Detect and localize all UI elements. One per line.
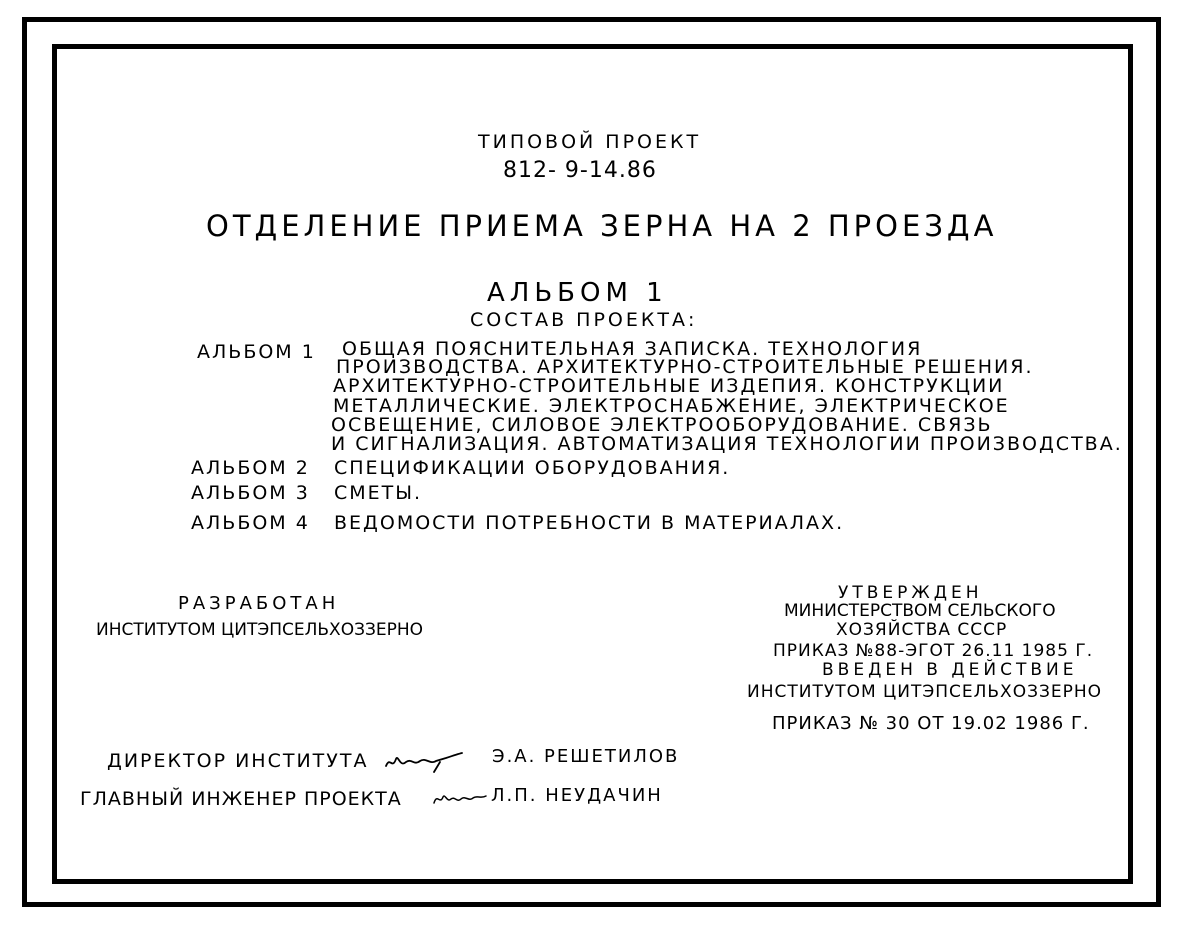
album2-value: СПЕЦИФИКАЦИИ ОБОРУДОВАНИЯ. (334, 457, 731, 479)
approval-line: ПРИКАЗ № 30 ОТ 19.02 1986 Г. (772, 713, 1090, 734)
chief-engineer-role: ГЛАВНЫЙ ИНЖЕНЕР ПРОЕКТА (80, 788, 402, 810)
album4-key: АЛЬБОМ 4 (191, 512, 310, 534)
developed-by: ИНСТИТУТОМ ЦИТЭПСЕЛЬХОЗЗЕРНО (96, 620, 424, 640)
album1-line: ПРОИЗВОДСТВА. АРХИТЕКТУРНО-СТРОИТЕЛЬНЫЕ РЕШЕНИЯ. (336, 356, 1034, 378)
approval-line: ИНСТИТУТОМ ЦИТЭПСЕЛЬХОЗЗЕРНО (747, 682, 1103, 702)
album-heading: АЛЬБОМ 1 (487, 278, 668, 308)
composition-heading: СОСТАВ ПРОЕКТА: (470, 309, 698, 331)
document-title: ОТДЕЛЕНИЕ ПРИЕМА ЗЕРНА НА 2 ПРОЕЗДА (206, 209, 998, 243)
album1-line: ОСВЕЩЕНИЕ, СИЛОВОЕ ЭЛЕКТРООБОРУДОВАНИЕ. СВЯЗЬ (331, 414, 993, 436)
album1-line: ОБЩАЯ ПОЯСНИТЕЛЬНАЯ ЗАПИСКА. ТЕХНОЛОГИЯ (342, 338, 923, 360)
director-name: Э.А. РЕШЕТИЛОВ (492, 746, 680, 767)
developed-label: РАЗРАБОТАН (178, 593, 340, 614)
approval-line: ХОЗЯЙСТВА СССР (836, 620, 1008, 640)
album1-line: И СИГНАЛИЗАЦИЯ. АВТОМАТИЗАЦИЯ ТЕХНОЛОГИИ ПРОИЗВОДСТВА. (331, 433, 1123, 455)
project-type: ТИПОВОЙ ПРОЕКТ (478, 131, 702, 153)
director-role: ДИРЕКТОР ИНСТИТУТА (107, 750, 369, 772)
approval-line: ВВЕДЕН В ДЕЙСТВИЕ (822, 660, 1078, 680)
chief-engineer-signature (431, 789, 489, 809)
approval-line: ПРИКАЗ №88-ЭГОТ 26.11 1985 Г. (773, 641, 1094, 661)
album1-line: МЕТАЛЛИЧЕСКИЕ. ЭЛЕКТРОСНАБЖЕНИЕ, ЭЛЕКТРИЧЕСКОЕ (333, 395, 1010, 417)
album3-key: АЛЬБОМ 3 (191, 482, 310, 504)
album1-line: АРХИТЕКТУРНО-СТРОИТЕЛЬНЫЕ ИЗДЕПИЯ. КОНСТРУКЦИИ (333, 375, 1005, 397)
album1-key: АЛЬБОМ 1 (197, 341, 316, 363)
album4-value: ВЕДОМОСТИ ПОТРЕБНОСТИ В МАТЕРИАЛАХ. (334, 512, 845, 534)
album3-value: СМЕТЫ. (334, 482, 423, 504)
director-signature (382, 750, 464, 774)
album2-key: АЛЬБОМ 2 (191, 457, 310, 479)
project-number: 812- 9-14.86 (503, 158, 657, 183)
chief-engineer-name: Л.П. НЕУДАЧИН (491, 785, 663, 806)
approval-line: УТВЕРЖДЕН (838, 583, 983, 603)
approval-line: МИНИСТЕРСТВОМ СЕЛЬСКОГО (784, 601, 1056, 621)
